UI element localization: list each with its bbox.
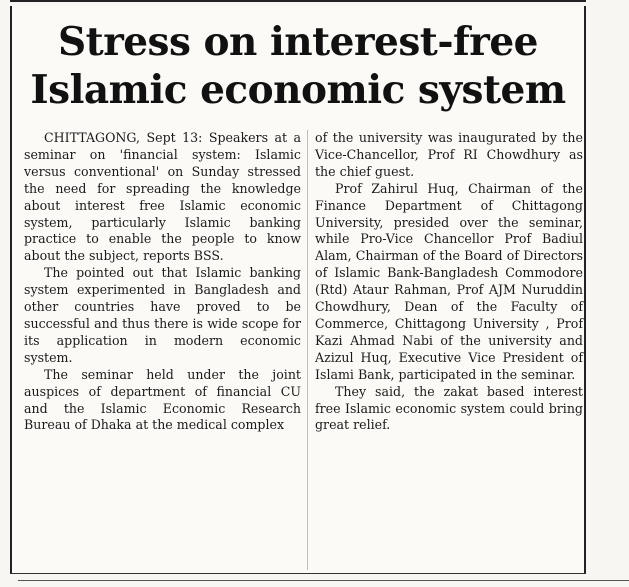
article-right-column	[315, 130, 583, 434]
column-divider	[307, 130, 308, 570]
body-paragraph: of the university was inaugurated by the Vice-Chancellor, Prof RI Chowdhury as the chief guest.	[315, 130, 583, 179]
headline-line-1: Stress on interest-free	[58, 19, 538, 65]
body-paragraph: CHITTAGONG, Sept 13: Speakers at a seminar on 'financial system: Islamic versus conventional' on Sunday stressed the need for spreading the knowledge about interest free Islamic economic system, particularly Islamic banking practice to enable the people to know about the subject, reports BSS.	[24, 130, 301, 264]
headline-line-2: Islamic economic system	[30, 67, 566, 113]
body-paragraph: The pointed out that Islamic banking system experimented in Bangladesh and other countries have proved to be successful and thus there is wide scope for its application in modern economic system.	[24, 265, 301, 365]
body-paragraph: Prof Zahirul Huq, Chairman of the Finance Department of Chittagong University, presided over the seminar, while Pro-Vice Chancellor Prof Badiul Alam, Chairman of the Board of Directors of Islamic Bank-Bangladesh Commodore (Rtd) Ataur Rahman, Prof AJM Nuruddin Chowdhury, Dean of the Faculty of Commerce, Chittagong University , Prof Kazi Ahmad Nabi of the university and Azizul Huq, Executive Vice President of Islami Bank, participated in the seminar.	[315, 180, 583, 382]
body-paragraph: The seminar held under the joint auspices of department of financial CU and the Islamic Economic Research Bureau of Dhaka at the medical complex	[24, 366, 301, 433]
article-left-column	[24, 130, 301, 434]
article-clipping	[10, 6, 586, 574]
article-headline	[12, 18, 584, 114]
body-paragraph: They said, the zakat based interest free Islamic economic system could bring great relief.	[315, 383, 583, 433]
bottom-border-rule	[18, 580, 629, 581]
